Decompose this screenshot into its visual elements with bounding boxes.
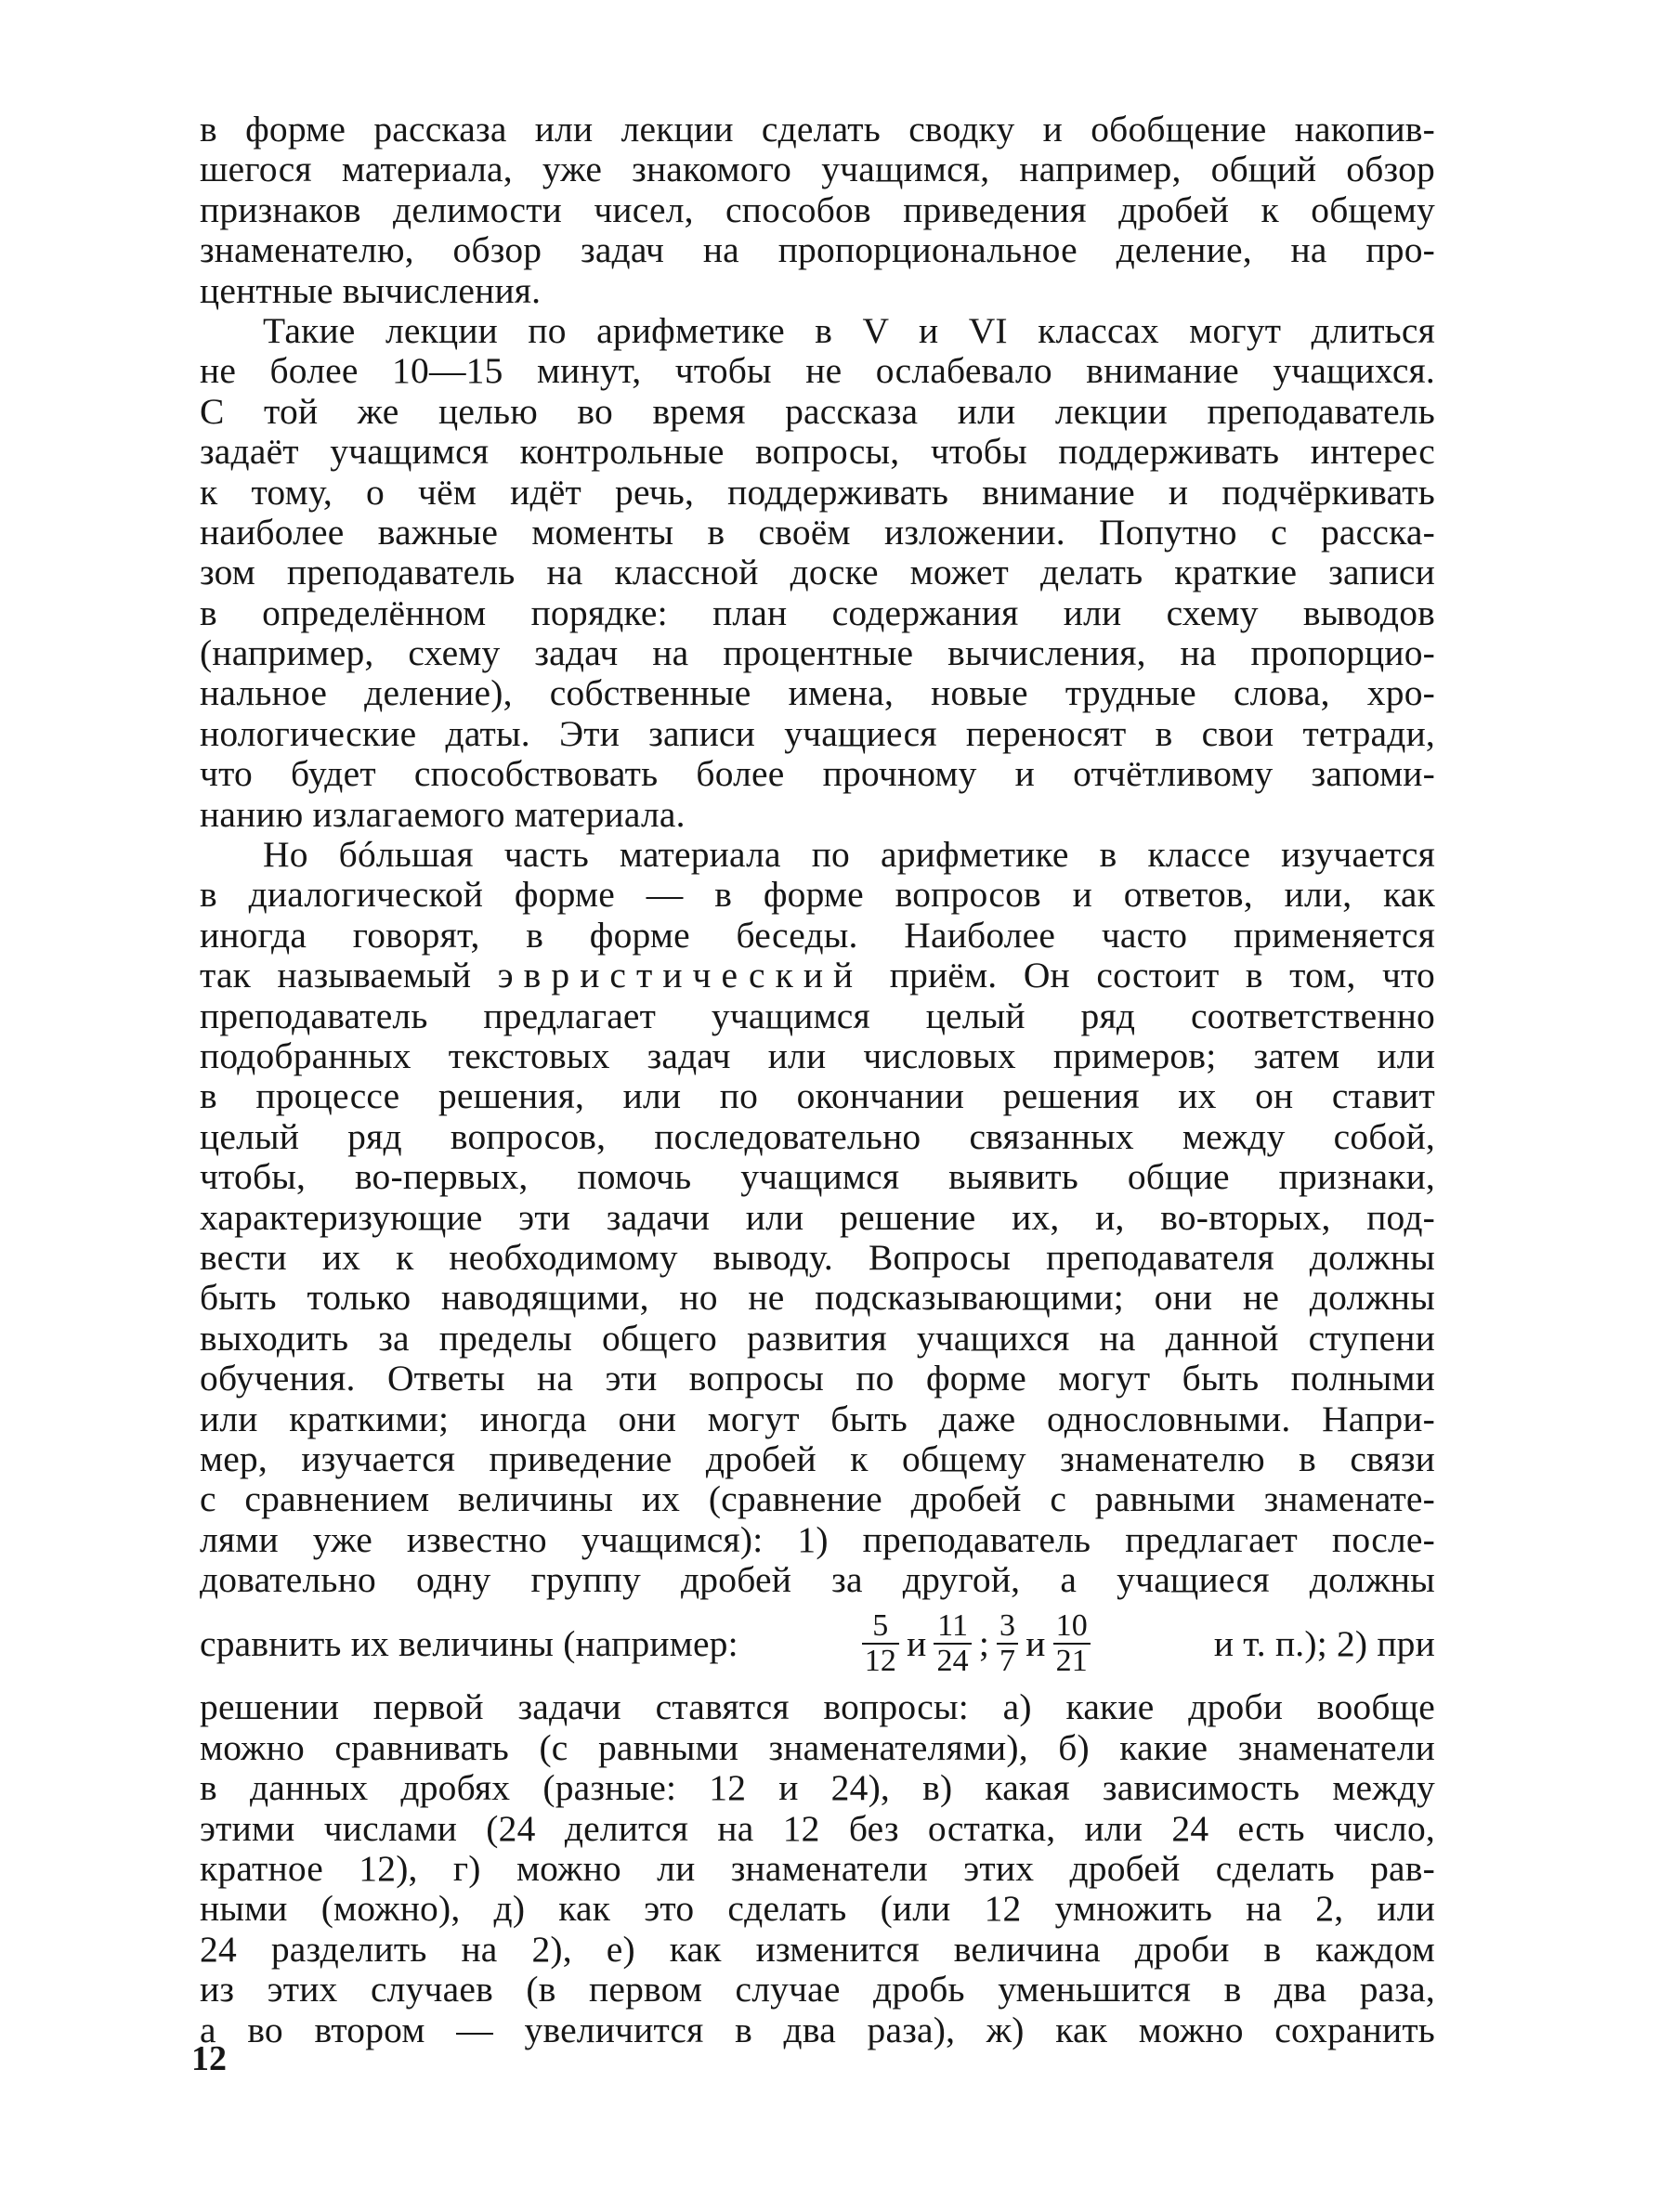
text-line: подобранных текстовых задач или числовых примеров; затем или <box>200 1034 1435 1076</box>
fraction-line <box>200 1600 1435 1687</box>
text-line: Такие лекции по арифметике в V и VI классах могут длиться <box>263 309 1435 351</box>
separator: ; <box>978 1623 990 1665</box>
text-line: центные вычисления. <box>200 269 542 311</box>
fraction-denominator: 7 <box>997 1643 1018 1678</box>
page-text <box>200 110 1435 2050</box>
text-line: в диалогической форме — в форме вопросов и ответов, или, как <box>200 874 1435 916</box>
text-line: этими числами (24 делится на 12 без остатка, или 24 есть число, <box>200 1807 1435 1849</box>
text-line: нальное деление), собственные имена, новые трудные слова, хро- <box>200 672 1435 714</box>
text-line: шегося материала, уже знакомого учащимся, например, общий обзор <box>200 149 1435 190</box>
text-line: лями уже известно учащимся): 1) преподаватель предлагает после- <box>200 1518 1435 1560</box>
text-line: вести их к необходимому выводу. Вопросы преподавателя должны <box>200 1236 1435 1278</box>
text-line: нанию излагаемого материала. <box>200 793 686 835</box>
text-line: 24 разделить на 2), е) как изменится величина дроби в каждом <box>200 1928 1435 1970</box>
fraction-tail: и т. п.); 2) при <box>1213 1623 1435 1665</box>
text-line: иногда говорят, в форме беседы. Наиболее часто применяется <box>200 914 1435 956</box>
fraction-numerator: 3 <box>999 1608 1016 1644</box>
text-line: наиболее важные моменты в своём изложении. Попутно с расска- <box>200 511 1435 553</box>
page-number: 12 <box>191 2039 227 2078</box>
fraction-numerator: 11 <box>937 1608 969 1644</box>
and-word: и <box>1025 1623 1046 1665</box>
text-line: в определённом порядке: план содержания или схему выводов <box>200 592 1435 633</box>
text-line: Но бóльшая часть материала по арифметике в классе изучается <box>263 834 1435 876</box>
text-line: в процессе решения, или по окончании решения их он ставит <box>200 1075 1435 1117</box>
text-line: к тому, о чём идёт речь, поддерживать внимание и подчёркивать <box>200 471 1435 513</box>
fraction-lead: сравнить их величины (например: <box>200 1623 738 1665</box>
text-line: кратное 12), г) можно ли знаменатели этих дробей сделать рав- <box>200 1848 1435 1890</box>
fraction-numerator: 10 <box>1055 1608 1088 1644</box>
text-line: зом преподаватель на классной доске может делать краткие записи <box>200 552 1435 593</box>
fraction <box>997 1609 1018 1678</box>
heuristic-term: эвристический <box>497 955 864 996</box>
text-line: в форме рассказа или лекции сделать сводку и обобщение накопив- <box>200 109 1435 150</box>
heuristic-line <box>200 956 1435 995</box>
text-line: в данных дробях (разные: 12 и 24), в) какая зависимость между <box>200 1767 1435 1809</box>
paragraph-1 <box>200 110 1435 311</box>
heuristic-after: приём. Он состоит в том, что <box>889 955 1436 996</box>
text-line: решении первой задачи ставятся вопросы: а) какие дроби вообще <box>200 1686 1435 1728</box>
text-line: мер, изучается приведение дробей к общему знаменателю в связи <box>200 1438 1435 1479</box>
text-line: целый ряд вопросов, последовательно связанных между собой, <box>200 1115 1435 1157</box>
text-line: признаков делимости чисел, способов приведения дробей к общему <box>200 189 1435 230</box>
text-line: (например, схему задач на процентные вычисления, на пропорцио- <box>200 632 1435 674</box>
text-line: нологические даты. Эти записи учащиеся переносят в свои тетради, <box>200 712 1435 754</box>
fraction-denominator: 24 <box>934 1643 971 1678</box>
text-line: довательно одну группу дробей за другой, а учащиеся должны <box>200 1559 1435 1601</box>
text-line: из этих случаев (в первом случае дробь уменьшится в два раза, <box>200 1969 1435 2010</box>
fraction <box>862 1609 899 1678</box>
text-line: чтобы, во-первых, помочь учащимся выявить общие признаки, <box>200 1156 1435 1198</box>
fraction-denominator: 12 <box>862 1643 899 1678</box>
text-line: характеризующие эти задачи или решение их, и, во-вторых, под- <box>200 1196 1435 1238</box>
text-line: ными (можно), д) как это сделать (или 12 умножить на 2, или <box>200 1888 1435 1930</box>
paragraph-3 <box>200 835 1435 2050</box>
text-line: или краткими; иногда они могут быть даже однословными. Напри- <box>200 1398 1435 1439</box>
text-line: С той же целью во время рассказа или лекции преподаватель <box>200 390 1435 432</box>
fraction <box>934 1609 971 1678</box>
fraction-denominator: 21 <box>1053 1643 1091 1678</box>
text-line: можно сравнивать (с равными знаменателями), б) какие знаменатели <box>200 1726 1435 1768</box>
fraction-numerator: 5 <box>872 1608 889 1644</box>
text-line: знаменателю, обзор задач на пропорциональное деление, на про- <box>200 229 1435 271</box>
text-line: выходить за пределы общего развития учащихся на данной ступени <box>200 1317 1435 1359</box>
text-line: обучения. Ответы на эти вопросы по форме могут быть полными <box>200 1358 1435 1399</box>
text-line: с сравнением величины их (сравнение дробей с равными знаменате- <box>200 1478 1435 1520</box>
fraction-group <box>855 1600 1098 1687</box>
fraction <box>1053 1609 1091 1678</box>
text-line: что будет способствовать более прочному и отчётливому запоми- <box>200 753 1435 795</box>
heuristic-before: так называемый <box>200 955 472 996</box>
text-line: быть только наводящими, но не подсказывающими; они не должны <box>200 1277 1435 1319</box>
text-line: преподаватель предлагает учащимся целый ряд соответственно <box>200 995 1435 1036</box>
text-line: задаёт учащимся контрольные вопросы, чтобы поддерживать интерес <box>200 431 1435 473</box>
text-line: а во втором — увеличится в два раза), ж) как можно сохранить <box>200 2009 1435 2050</box>
and-word: и <box>907 1623 927 1665</box>
text-line: не более 10—15 минут, чтобы не ослабевало внимание учащихся. <box>200 350 1435 392</box>
paragraph-2 <box>200 311 1435 835</box>
